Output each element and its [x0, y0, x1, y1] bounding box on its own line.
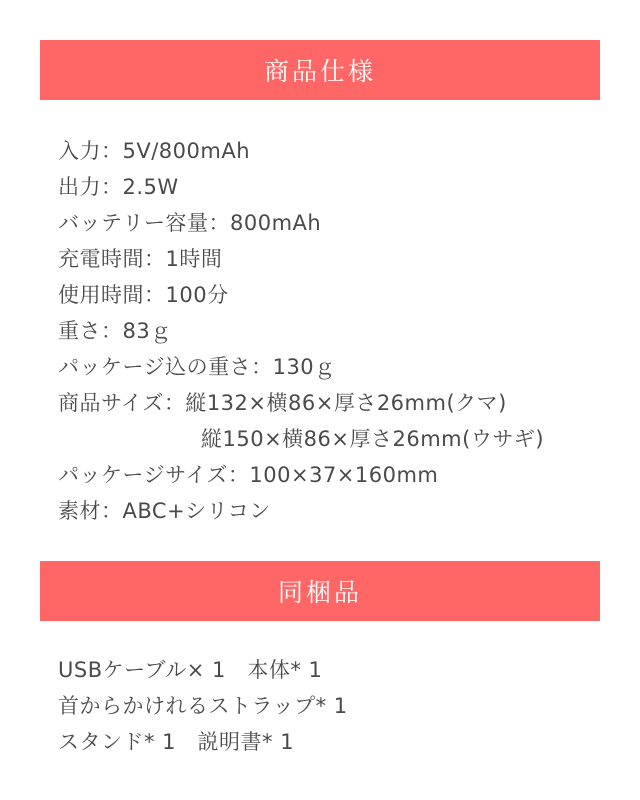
spec-battery-capacity: バッテリー容量：800mAh [58, 211, 322, 235]
contents-line-cable-body: USBケーブル× 1 本体* 1 [58, 658, 323, 682]
contents-section-header [40, 561, 600, 621]
spec-package-size: パッケージサイズ：100×37×160mm [58, 463, 439, 487]
spec-charge-time: 充電時間：1時間 [58, 247, 223, 271]
spec-material: 素材：ABC+シリコン [58, 499, 271, 523]
contents-section-title: 同梱品 [277, 578, 362, 607]
contents-line-stand-manual: スタンド* 1 説明書* 1 [58, 730, 295, 754]
spec-weight: 重さ：83ｇ [58, 319, 172, 343]
spec-product-size-rabbit: 縦150×横86×厚さ26mm(ウサギ) [201, 427, 545, 451]
contents-list [58, 652, 608, 760]
spec-input: 入力：5V/800mAh [58, 139, 251, 163]
contents-line-strap: 首からかけれるストラップ* 1 [58, 694, 348, 718]
spec-product-size-bear: 商品サイズ：縦132×横86×厚さ26mm(クマ) [58, 391, 507, 415]
spec-output: 出力：2.5W [58, 175, 179, 199]
spec-list [58, 133, 608, 529]
spec-usage-time: 使用時間：100分 [58, 283, 229, 307]
spec-section-title: 商品仕様 [263, 57, 376, 86]
spec-package-weight: パッケージ込の重さ：130ｇ [58, 355, 336, 379]
spec-section-header [40, 40, 600, 100]
